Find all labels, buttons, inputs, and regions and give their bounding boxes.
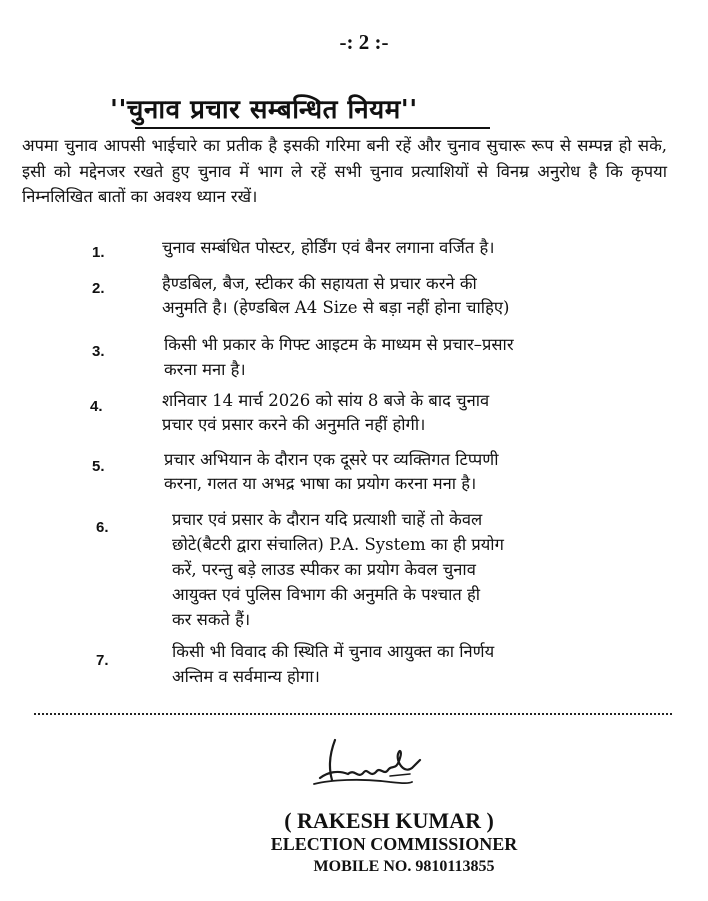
title-underline [135,127,490,129]
rule-line: छोटे(बैटरी द्वारा संचालित) P.A. System का ही प्रयोग [172,535,504,554]
rule-line: प्रचार एवं प्रसार करने की अनुमति नहीं होगी। [162,415,426,434]
signatory-designation: ELECTION COMMISSIONER [270,834,518,854]
intro-paragraph: अपमा चुनाव आपसी भाईचारे का प्रतीक है इसकी गरिमा बनी रहें और चुनाव सुचारू रूप से सम्पन्न हो सके, इसी को मद्देनजर रखते हुए चुनाव में भाग ले रहें सभी चुनाव प्रत्याशियों से विनम्र अनुरोध है कि कृपया निम्नलिखित बातों का अवश्य ध्यान रखें। [22,136,667,206]
rule-line: चुनाव सम्बंधित पोस्टर, होर्डिंग एवं बैनर लगाना वर्जित है। [162,238,495,257]
rule-line: कर सकते हैं। [172,610,251,629]
dotted-divider [34,713,672,715]
rule-number: 4. [90,398,103,415]
rule-line: आयुक्त एवं पुलिस विभाग की अनुमति के पश्चात ही [172,585,481,604]
rule-number: 7. [96,652,109,669]
rule-number: 1. [92,244,105,261]
page-title: ''चुनाव प्रचार सम्बन्धित नियम'' [110,95,418,125]
rule-line: अन्तिम व सर्वमान्य होगा। [172,667,320,686]
rule-line: करना, गलत या अभद्र भाषा का प्रयोग करना मना है। [164,474,477,493]
rule-line: किसी भी विवाद की स्थिति में चुनाव आयुक्त का निर्णय [172,642,495,661]
rule-line: प्रचार एवं प्रसार के दौरान यदि प्रत्याशी चाहें तो केवल [172,510,483,529]
signature-image [300,728,450,798]
rule-number: 3. [92,343,105,360]
rule-line: करें, परन्तु बड़े लाउड स्पीकर का प्रयोग केवल चुनाव [172,560,476,579]
rule-number: 5. [92,458,105,475]
rule-line: किसी भी प्रकार के गिफ्ट आइटम के माध्यम से प्रचार–प्रसार [164,335,514,354]
page-number: -: 2 :- [339,30,389,54]
rule-line: शनिवार 14 मार्च 2026 को सांय 8 बजे के बाद चुनाव [162,391,490,410]
signatory-name: ( RAKESH KUMAR ) [284,808,494,833]
rule-number: 2. [92,280,105,297]
rule-line: प्रचार अभियान के दौरान एक दूसरे पर व्यक्तिगत टिप्पणी [164,450,499,469]
rule-line: अनुमति है। (हेण्डबिल A4 Size से बड़ा नहीं होना चाहिए) [162,298,510,317]
rule-line: करना मना है। [164,360,246,379]
signatory-mobile: MOBILE NO. 9810113855 [313,858,495,875]
rule-line: हैण्डबिल, बैज, स्टीकर की सहायता से प्रचार करने की [162,274,477,293]
rule-number: 6. [96,519,109,536]
